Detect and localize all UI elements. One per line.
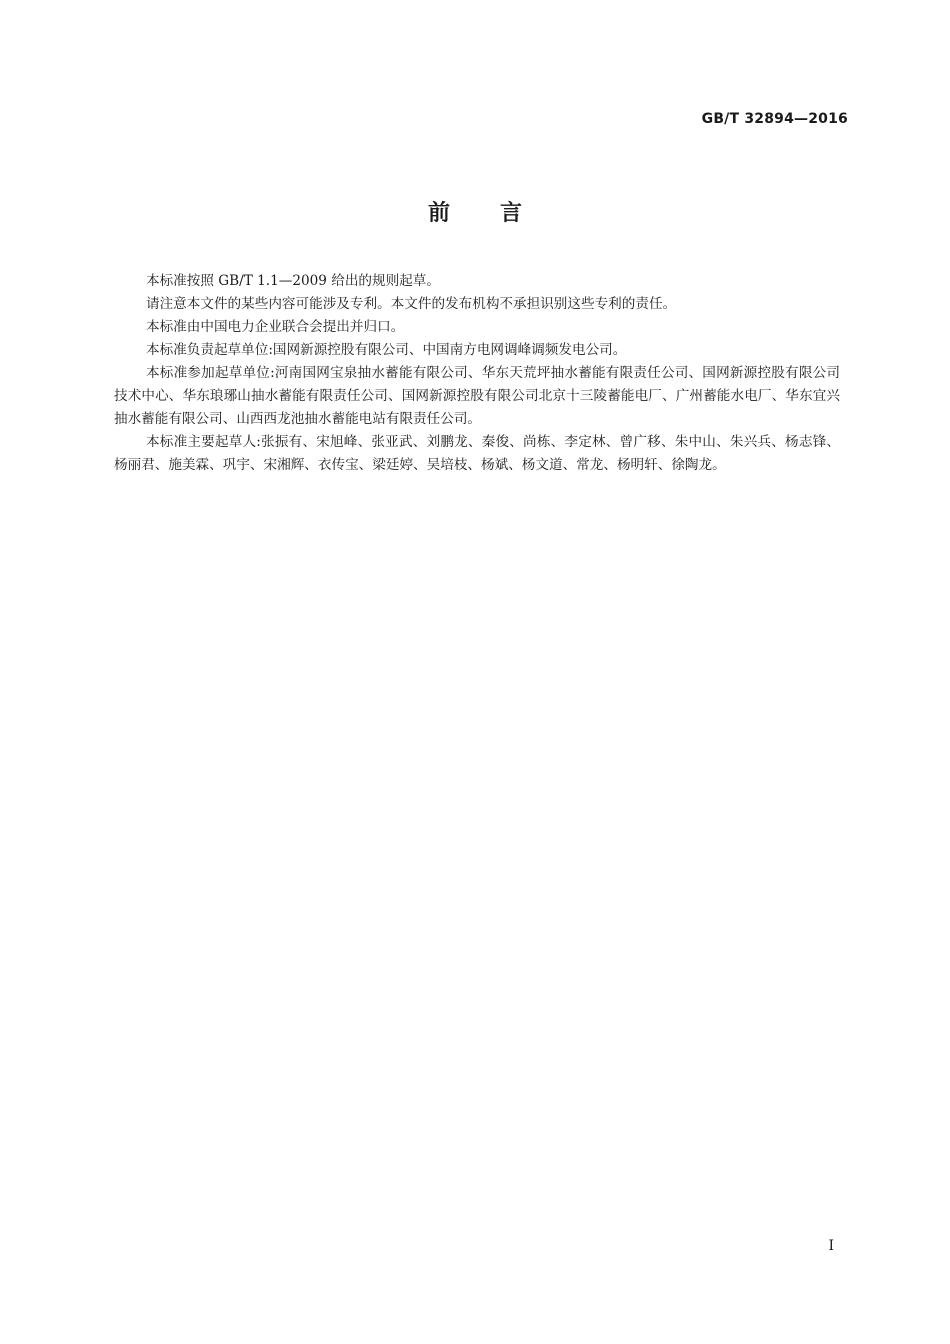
page-number: I — [828, 1238, 834, 1254]
paragraph-lead-drafters: 本标准负责起草单位:国网新源控股有限公司、中国南方电网调峰调频发电公司。 — [146, 342, 627, 358]
paragraph-proposer: 本标准由中国电力企业联合会提出并归口。 — [146, 319, 405, 335]
standard-number: GB/T 32894—2016 — [701, 111, 848, 127]
paragraph-participating-drafters: 本标准参加起草单位:河南国网宝泉抽水蓄能有限公司、华东天荒坪抽水蓄能有限责任公司、国网新源控股有限公司技术中心、华东琅琊山抽水蓄能有限责任公司、国网新源控股有限公司北京十三陵蓄能电厂、广州蓄能水电厂、华东宜兴抽水蓄能有限公司、山西西龙池抽水蓄能电站有限责任公司。 — [114, 365, 840, 427]
paragraph-patent-notice: 请注意本文件的某些内容可能涉及专利。本文件的发布机构不承担识别这些专利的责任。 — [146, 296, 677, 312]
paragraph-drafting-rules: 本标准按照 GB/T 1.1—2009 给出的规则起草。 — [146, 273, 440, 289]
paragraph-main-drafters: 本标准主要起草人:张振有、宋旭峰、张亚武、刘鹏龙、秦俊、尚栋、李定林、曾广移、朱中山、朱兴兵、杨志锋、杨丽君、施美霖、巩宇、宋湘辉、衣传宝、梁廷婷、吴培枝、杨斌、杨文道、常龙、杨明轩、徐陶龙。 — [114, 434, 840, 473]
foreword-body — [114, 270, 840, 477]
page-title: 前言 — [427, 201, 572, 226]
